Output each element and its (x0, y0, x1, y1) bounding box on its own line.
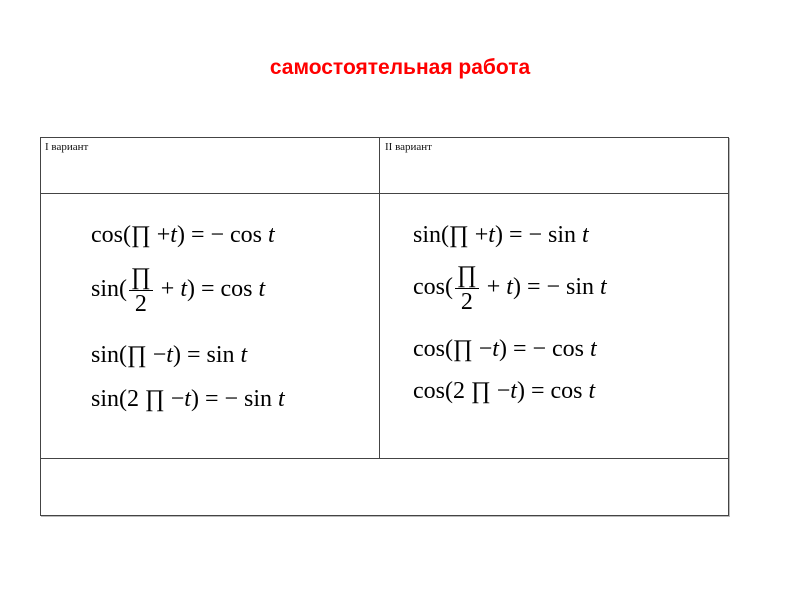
formula-v1-3: sin(∏ −t) = sin t (91, 342, 248, 368)
variants-table (40, 137, 729, 516)
table-row-divider (41, 193, 728, 194)
formula-v2-2: cos( $\frac{\prod}{2}$ + t) = − sin t (413, 262, 607, 315)
formula-v2-4: cos(2 ∏ −t) = cos t (413, 378, 596, 404)
header-variant-1: I вариант (45, 141, 89, 153)
formula-v1-1: cos(∏ +t) = − cos t (91, 222, 275, 248)
table-column-divider (379, 138, 380, 459)
formula-v2-1: sin(∏ +t) = − sin t (413, 222, 589, 248)
page-title: самостоятельная работа (269, 56, 531, 79)
fraction: $\frac{\prod}{2}$ (131, 264, 151, 317)
formula-v2-3: cos(∏ −t) = − cos t (413, 336, 597, 362)
header-variant-2: II вариант (385, 141, 432, 153)
formula-v1-4: sin(2 ∏ −t) = − sin t (91, 386, 285, 412)
formula-v1-2: sin( $\frac{\prod}{2}$ + t) = cos t (91, 264, 266, 317)
table-row-divider (41, 458, 728, 459)
fraction: $\frac{\prod}{2}$ (456, 262, 477, 315)
